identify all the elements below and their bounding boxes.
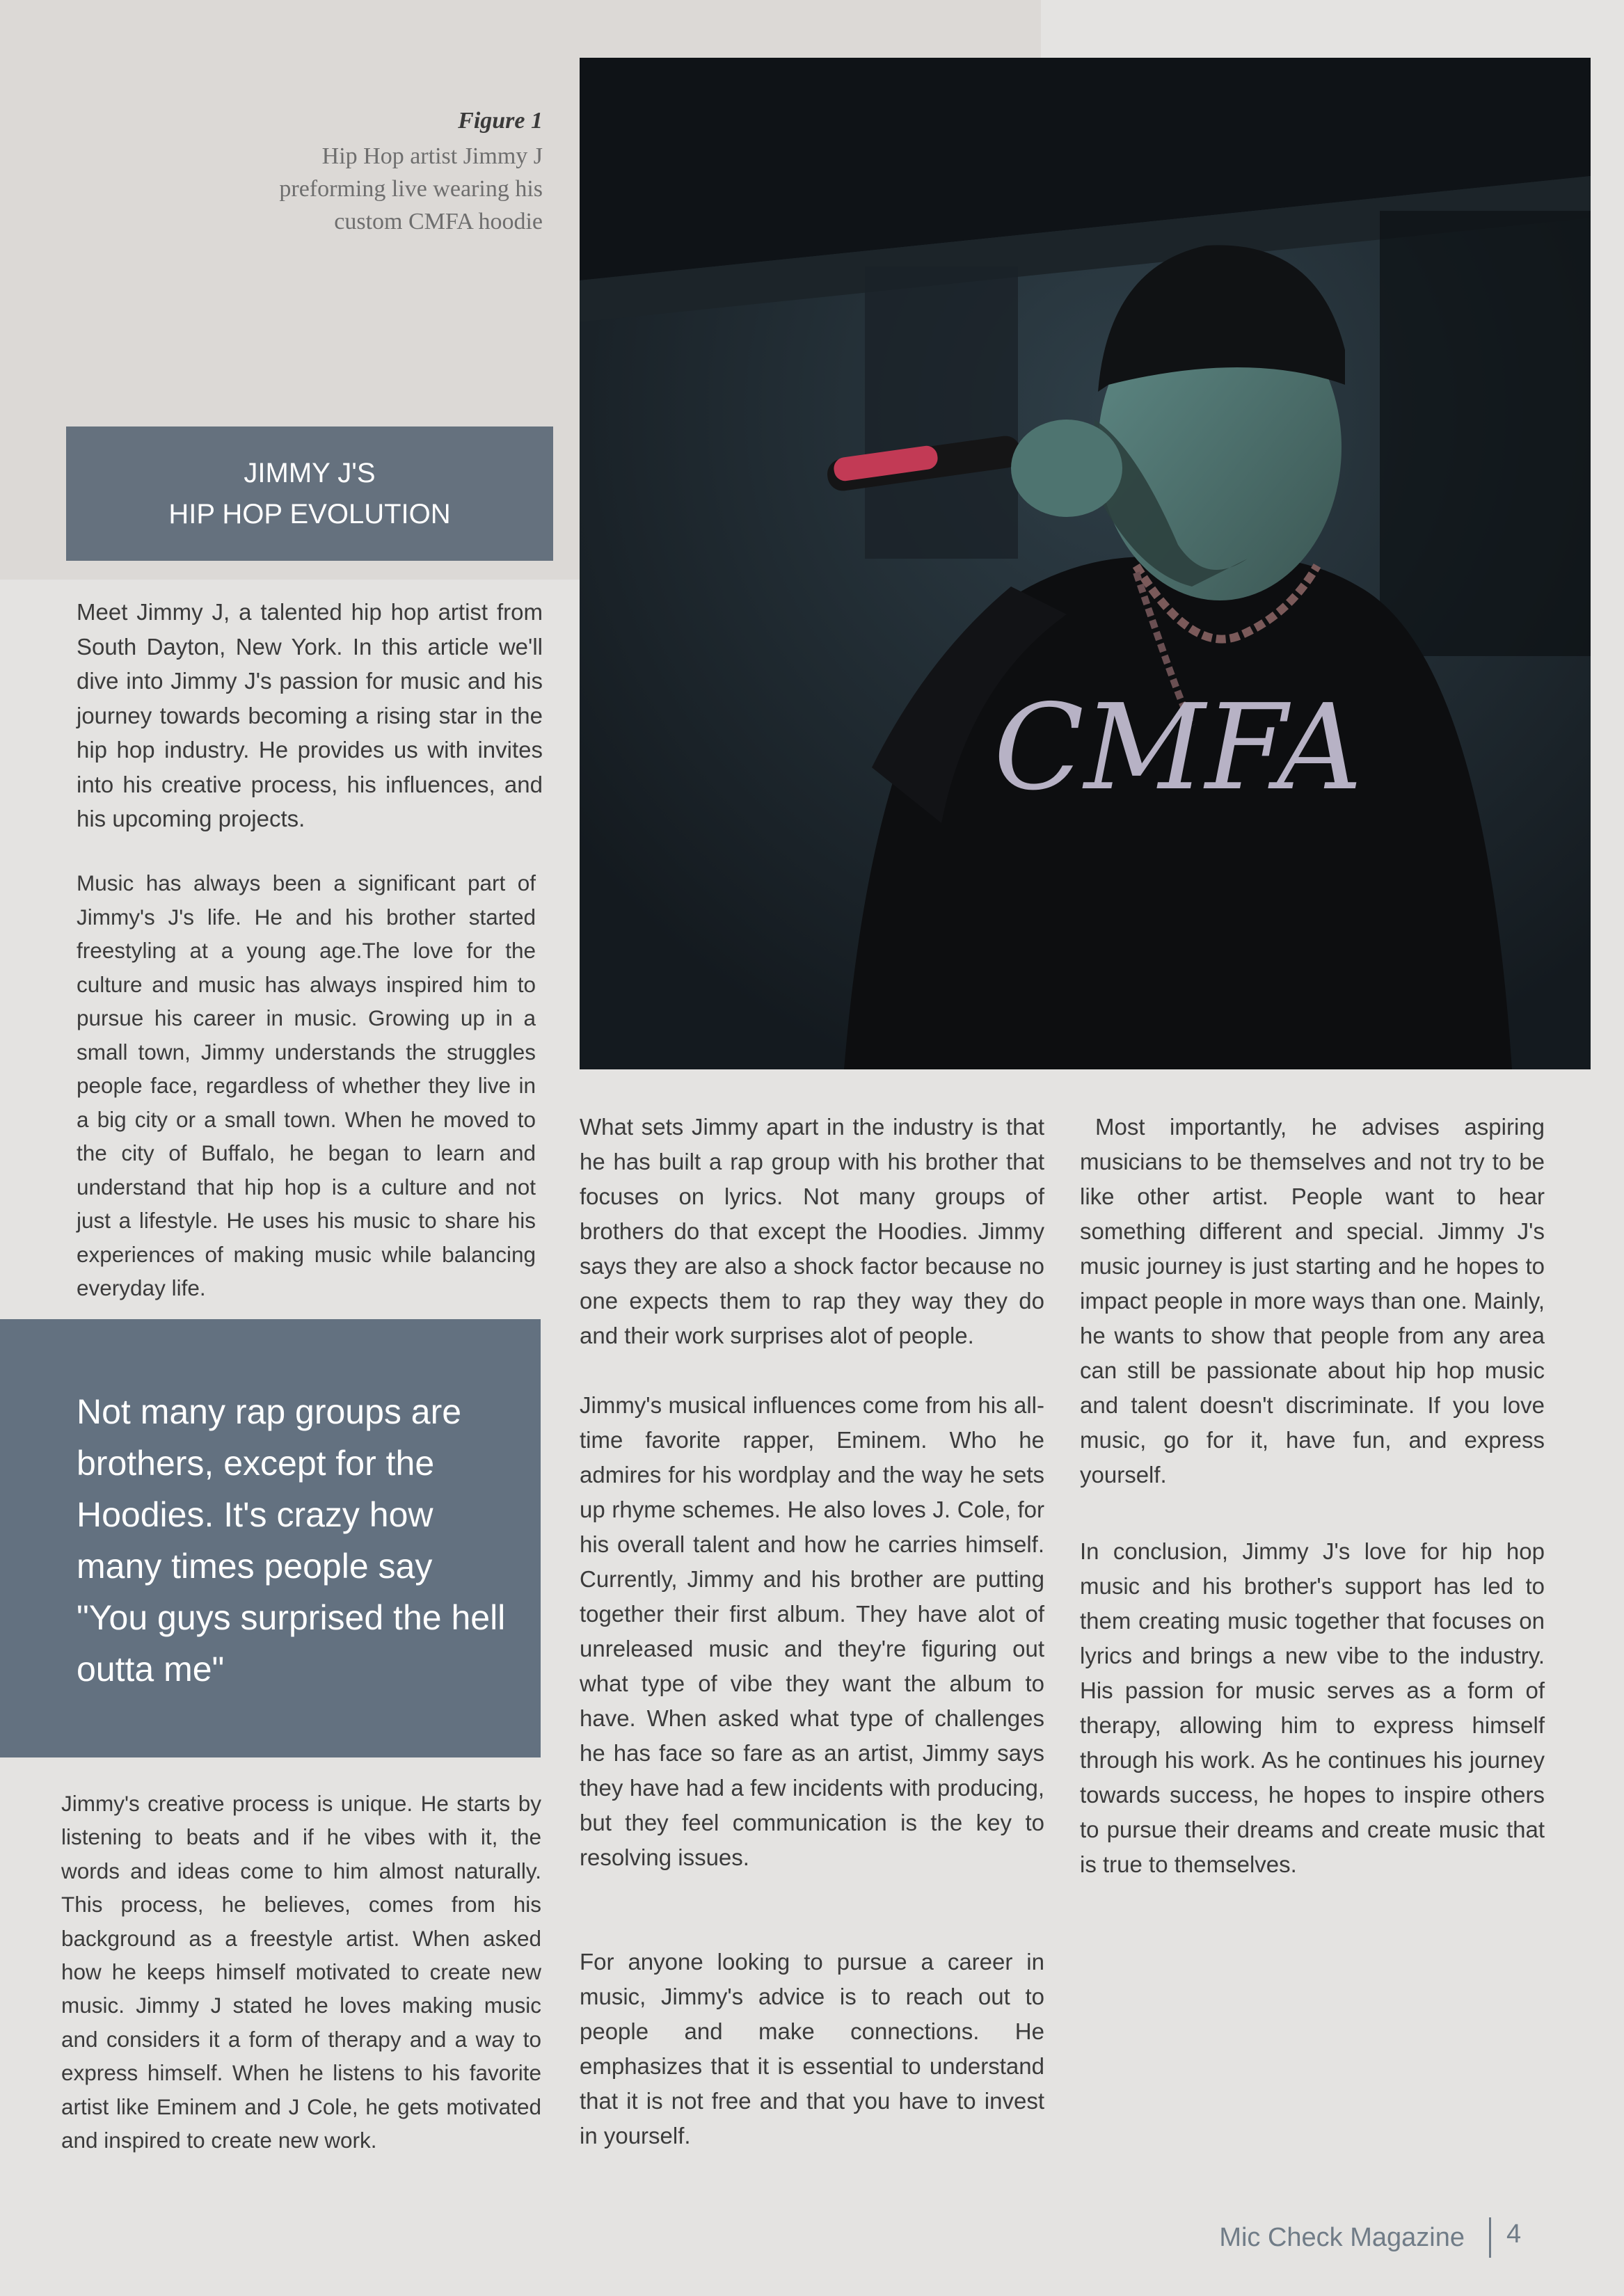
sets-apart-paragraph: What sets Jimmy apart in the industry is that he has built a rap group with his brother that focuses on lyrics. Not many groups of brothers do that except the Hoodies. Jimmy says they are also a shock factor because no one expects them to rap they way they do and their work surprises alot of people. <box>580 1114 1044 1348</box>
advice-paragraph: For anyone looking to pursue a career in music, Jimmy's advice is to reach out to people and make connections. He emphasizes that it is essential to understand that it is not free and that you have to invest in yourself. <box>580 1949 1044 2148</box>
title-line-2: HIP HOP EVOLUTION <box>168 498 451 529</box>
figure-label: Figure 1 <box>458 108 543 134</box>
intro-paragraph: Meet Jimmy J, a talented hip hop artist from South Dayton, New York. In this article we'll dive into Jimmy J's passion for music and his journey towards becoming a rising star in the hip hop industry. He provides us with invites into his creative process, his influences, and his upcoming projects. <box>77 599 543 831</box>
music-paragraph: Music has always been a significant part of Jimmy's J's life. He and his brother started freestyling at a young age.The love for the culture and music has always inspired him to pursue his career in music. Growing up in a small town, Jimmy understands the struggles people face, regardless of whether they live in a big city or a small town. When he moved to the city of Buffalo, he began to learn and understand that hip hop is a culture and not just a lifestyle. He uses his music to share his experiences of making music while balancing everyday life. <box>77 870 536 1300</box>
most-importantly-paragraph: Most importantly, he advises aspiring musicians to be themselves and not try to be like other artist. People want to hear something different and special. Jimmy J's music journey is just starting and he hopes to impact people in more ways than one. Mainly, he wants to show that people from any area can still be passionate about hip hop music and talent doesn't discriminate. If you love music, go for it, have fun, and express yourself. <box>1080 1114 1545 1488</box>
performer-illustration <box>580 58 1591 1069</box>
creative-process-paragraph: Jimmy's creative process is unique. He starts by listening to beats and if he vibes with it, the words and ideas come to him almost naturally. This process, he believes, comes from his background as a freestyle artist. When asked how he keeps himself motivated to create new music. Jimmy J stated he loves making music and considers it a form of therapy and a way to express himself. When he listens to his favorite artist like Eminem and J Cole, he gets motivated and inspired to create new work. <box>61 1791 541 2153</box>
caption-line-3: custom CMFA hoodie <box>334 209 543 234</box>
conclusion-paragraph: In conclusion, Jimmy J's love for hip hop music and his brother's support has led to them creating music together that focuses on lyrics and brings a new vibe to the industry. His passion for music serves as a form of therapy, allowing him to express himself through his work. As he continues his journey towards success, he hopes to inspire others to pursue their dreams and create music that is true to themselves. <box>1080 1538 1545 1877</box>
artist-photo <box>580 58 1591 1069</box>
title-line-1: JIMMY J'S <box>244 457 376 488</box>
influences-paragraph: Jimmy's musical influences come from his all-time favorite rapper, Eminem. Who he admires for his wordplay and the way he sets up rhyme schemes. He also loves J. Cole, for his overall talent and how he carries himself. Currently, Jimmy and his brother are putting together their first album. They have alot of unreleased music and they're figuring out what type of vibe they want the album to have. When asked what type of challenges he has face so fare as an artist, Jimmy says they have had a few incidents with producing, but they feel communication is the key to resolving issues. <box>580 1392 1044 1870</box>
caption-line-2: preforming live wearing his <box>279 176 543 202</box>
article-title-box <box>66 426 553 561</box>
pull-quote-text: Not many rap groups are brothers, except for the Hoodies. It's crazy how many times people say "You guys surprised the hell outta me" <box>77 1392 506 1689</box>
figure-caption <box>139 104 543 238</box>
page-number: 4 <box>1506 2219 1522 2249</box>
footer-divider <box>1489 2217 1491 2258</box>
hoodie-logo-text: CMFA <box>993 679 1363 817</box>
caption-line-1: Hip Hop artist Jimmy J <box>321 143 543 169</box>
magazine-name: Mic Check Magazine <box>1219 2223 1465 2252</box>
